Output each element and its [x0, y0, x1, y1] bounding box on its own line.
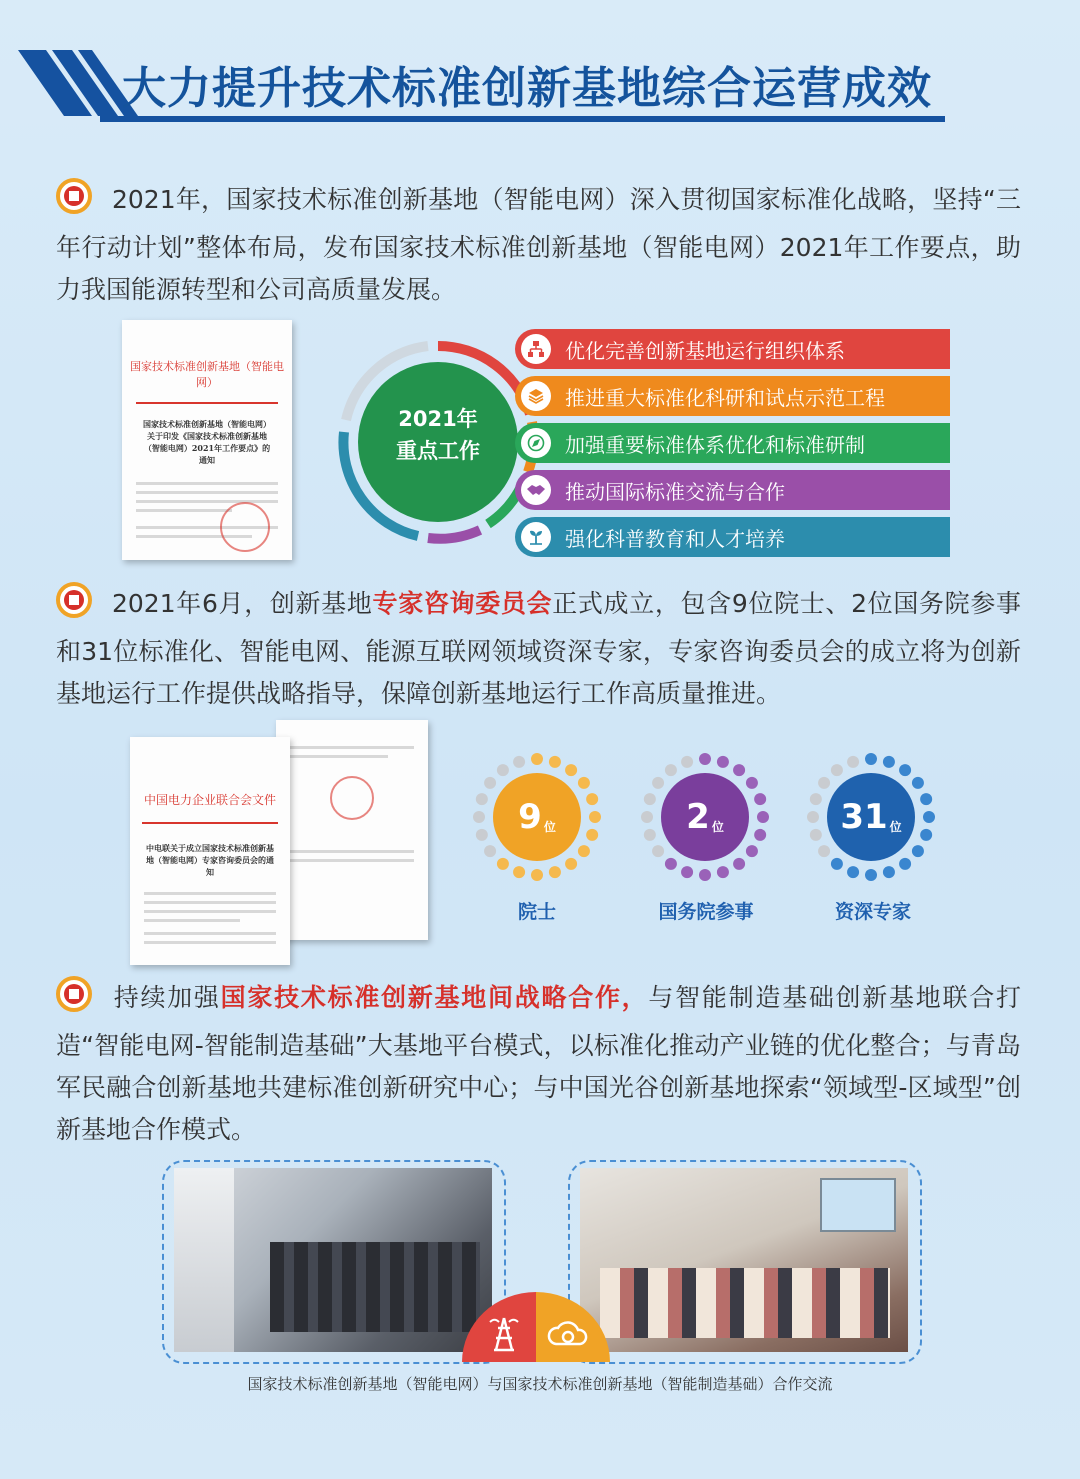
circle-line2: 重点工作 — [396, 439, 480, 463]
stat-1-unit: 位 — [543, 819, 556, 834]
emblem-icon — [56, 582, 92, 631]
stat-3-label: 资深专家 — [834, 901, 911, 923]
doc2-red-title: 中国电力企业联合会文件 — [143, 793, 276, 807]
paragraph-text: 2021年6月，创新基地 — [112, 589, 373, 618]
pill-4 — [515, 470, 950, 510]
page-title: 大力提升技术标准创新基地综合运营成效 — [122, 63, 932, 114]
pill-1-label: 优化完善创新基地运行组织体系 — [565, 338, 845, 363]
photo-caption: 国家技术标准创新基地（智能电网）与国家技术标准创新基地（智能制造基础）合作交流 — [247, 1375, 833, 1393]
doc2-title: 中电联关于成立国家技术标准创新基地（智能电网）专家咨询委员会的通知 — [146, 843, 274, 877]
pill-3 — [515, 423, 950, 463]
stat-3-unit: 位 — [889, 819, 902, 834]
handshake-icon — [521, 475, 551, 505]
highlight-text: 国家技术标准创新基地间战略合作， — [220, 983, 649, 1012]
stat-2-value: 2 — [686, 797, 710, 837]
section-1-paragraph — [56, 178, 1021, 311]
growth-icon — [521, 522, 551, 552]
stat-ring-2 — [640, 752, 770, 882]
notice-document-image — [122, 320, 292, 560]
doc1-title: 国家技术标准创新基地（智能电网）关于印发《国家技术标准创新基地（智能电网）2021年工作要点》的通知 — [143, 419, 271, 465]
org-chart-icon — [521, 334, 551, 364]
pill-1 — [515, 329, 950, 369]
stat-2-label: 国务院参事 — [658, 901, 754, 923]
paragraph-text: 与智能制造基础创新基地联合打造“智能电网-智能制造基础”大基地平台模式，以标准化推动产业链的优化整合；与青岛军民融合创新基地共建标准创新研究中心；与中国光谷创新基地探索“领域型-区域型”创新基地合作模式。 — [56, 983, 1021, 1144]
notice-document-image-2 — [130, 737, 290, 965]
paragraph-text: 正式成立，包含9位院士、2位国务院参事和31位标准化、智能电网、能源互联网领域资深专家，专家咨询委员会的成立将为创新基地运行工作提供战略指导，保障创新基地运行工作高质量推进。 — [56, 589, 1021, 708]
pill-2 — [515, 376, 950, 416]
highlight-text: 专家咨询委员会 — [372, 589, 553, 618]
circle-line1: 2021年 — [398, 407, 478, 431]
power-tower-icon — [484, 1314, 524, 1354]
emblem-icon — [56, 178, 92, 227]
stat-1-value: 9 — [518, 797, 542, 837]
pill-5-label: 强化科普教育和人才培养 — [565, 526, 785, 551]
pill-4-label: 推动国际标准交流与合作 — [565, 479, 785, 504]
section-2-paragraph — [56, 582, 1021, 715]
key-work-circle — [338, 403, 538, 467]
compass-icon — [521, 428, 551, 458]
stat-1-label: 院士 — [517, 901, 556, 923]
stat-ring-3 — [806, 752, 936, 882]
emblem-icon — [56, 976, 92, 1025]
section-3-paragraph — [56, 976, 1021, 1151]
cloud-gear-icon — [546, 1316, 590, 1352]
paragraph-text: 2021年，国家技术标准创新基地（智能电网）深入贯彻国家标准化战略，坚持“三年行动计划”整体布局，发布国家技术标准创新基地（智能电网）2021年工作要点，助力我国能源转型和公司高质量发展。 — [56, 185, 1021, 304]
stat-2-unit: 位 — [711, 819, 724, 834]
meeting-photo — [580, 1168, 908, 1352]
exhibition-visit-photo — [174, 1168, 492, 1352]
partnership-semicircle — [458, 1292, 614, 1364]
appendix-document-image — [276, 720, 428, 940]
pill-3-label: 加强重要标准体系优化和标准研制 — [565, 432, 865, 457]
pill-5 — [515, 517, 950, 557]
stat-3-value: 31 — [840, 797, 888, 837]
paragraph-text: 持续加强 — [112, 983, 221, 1012]
stat-ring-1 — [472, 752, 602, 882]
layers-icon — [521, 381, 551, 411]
pill-2-label: 推进重大标准化科研和试点示范工程 — [565, 385, 885, 410]
doc1-red-title: 国家技术标准创新基地（智能电网） — [130, 360, 284, 389]
